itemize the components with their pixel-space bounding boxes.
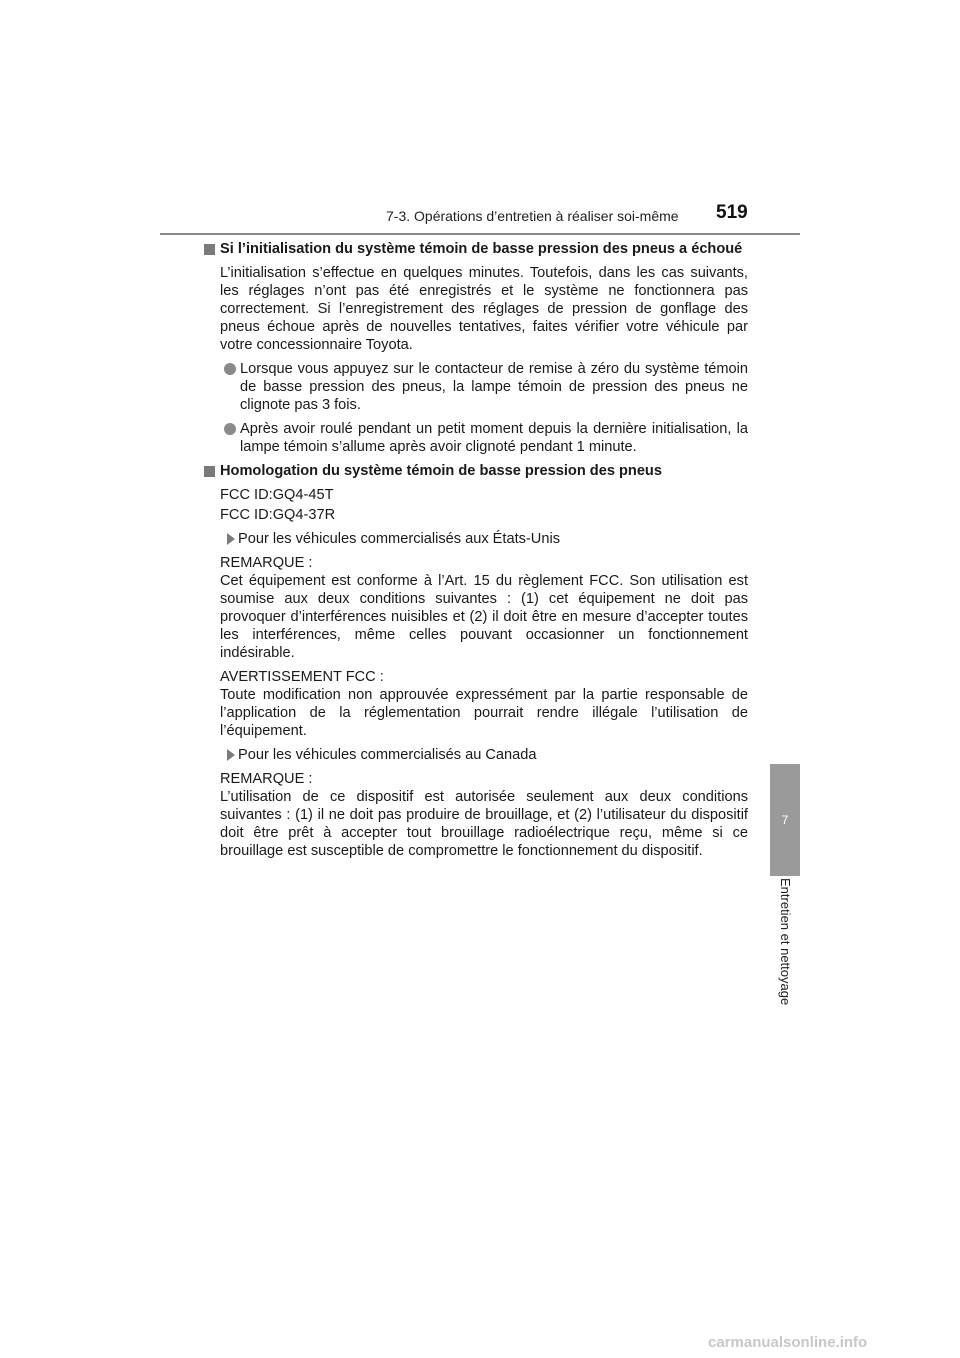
list-item xyxy=(204,420,748,456)
circle-bullet-icon xyxy=(224,363,236,375)
warning-text: Toute modification non approuvée expressément par la partie responsable de l’application de la réglementation pourrait rendre illégale l’utilisation de l’équipement. xyxy=(220,687,748,739)
page-content xyxy=(204,240,748,866)
canada-subheading xyxy=(204,746,748,764)
chapter-number: 7 xyxy=(781,813,789,827)
heading-text: Homologation du système témoin de basse pression des pneus xyxy=(220,463,662,479)
section-heading-init-failed xyxy=(204,240,748,258)
usa-warning xyxy=(204,668,748,740)
usa-subheading xyxy=(204,530,748,548)
remark-title: REMARQUE : xyxy=(220,771,313,787)
usa-remark xyxy=(204,554,748,662)
chapter-tab xyxy=(770,764,800,876)
paragraph: L’initialisation s’effectue en quelques minutes. Toutefois, dans les cas suivants, les réglages n’ont pas été enregistrés et le système ne fonctionnera pas correctement. Si l’enregistrement des réglages de pression de gonflage des pneus échoue après de nouvelles tentatives, faites vérifier votre véhicule par votre concessionnaire Toyota. xyxy=(220,265,748,353)
section-header: 7-3. Opérations d’entretien à réaliser soi-même xyxy=(386,208,679,224)
remark-text: L’utilisation de ce dispositif est autorisée seulement aux deux conditions suivantes : (1) il ne doit pas produire de brouillage, et (2) l’utilisateur du dispositif doit être prêt à accepter tout brouillage radioélectrique reçu, même si ce brouillage est susceptible de compromettre le fonctionnement du dispositif. xyxy=(220,789,748,859)
list-item-text: Après avoir roulé pendant un petit moment depuis la dernière initialisation, la lampe témoin s’allume après avoir clignoté pendant 1 minute. xyxy=(240,421,748,455)
fcc-id: FCC ID:GQ4-45T xyxy=(220,487,334,503)
fcc-id: FCC ID:GQ4-37R xyxy=(220,507,336,523)
subheading-text: Pour les véhicules commercialisés aux États-Unis xyxy=(238,531,560,547)
page-number: 519 xyxy=(716,202,748,223)
square-bullet-icon xyxy=(204,466,215,477)
watermark: carmanualsonline.info xyxy=(708,1334,868,1351)
heading-text: Si l’initialisation du système témoin de basse pression des pneus a échoué xyxy=(220,241,743,257)
section-heading-homologation xyxy=(204,462,748,480)
warning-title: AVERTISSEMENT FCC : xyxy=(220,669,384,685)
remark-text: Cet équipement est conforme à l’Art. 15 du règlement FCC. Son utilisation est soumise aux deux conditions suivantes : (1) cet équipement ne doit pas provoquer d’interférences nuisibles et (2) il doit être en mesure d’accepter toutes les interférences, même celles pouvant occasionner un fonctionnement indésirable. xyxy=(220,573,748,661)
header-divider xyxy=(160,233,800,235)
remark-title: REMARQUE : xyxy=(220,555,313,571)
chapter-label-text: Entretien et nettoyage xyxy=(778,878,793,1006)
list-item-text: Lorsque vous appuyez sur le contacteur de remise à zéro du système témoin de basse pression des pneus, la lampe témoin de pression des pneus ne clignote pas 3 fois. xyxy=(240,361,748,413)
subheading-text: Pour les véhicules commercialisés au Canada xyxy=(238,747,537,763)
triangle-bullet-icon xyxy=(227,533,235,545)
list-item xyxy=(204,360,748,414)
triangle-bullet-icon xyxy=(227,749,235,761)
chapter-label xyxy=(770,878,800,1088)
circle-bullet-icon xyxy=(224,423,236,435)
canada-remark xyxy=(204,770,748,860)
square-bullet-icon xyxy=(204,244,215,255)
